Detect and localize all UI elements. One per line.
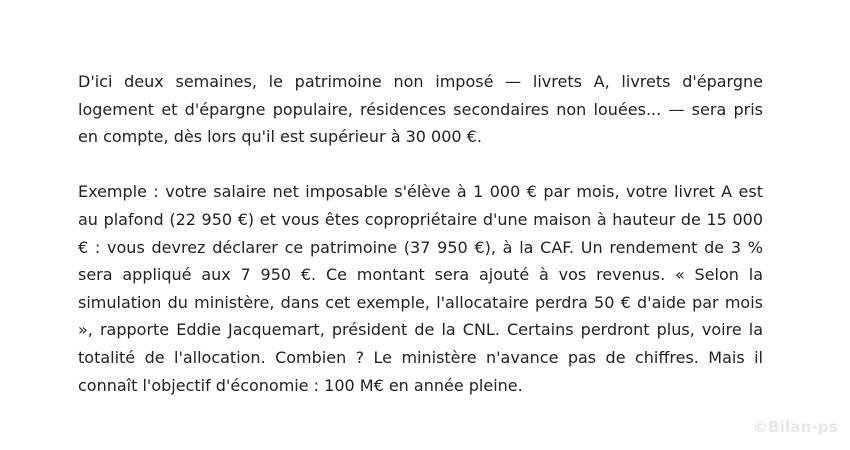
article-body: [78, 68, 763, 399]
watermark: ©Bilan-ps: [752, 418, 838, 436]
article-paragraph-1: D'ici deux semaines, le patrimoine non imposé — livrets A, livrets d'épargne logement et d'épargne populaire, résidences secondaires non louées... — sera pris en compte, dès lors qu'il est supérieur à 30 000 €.: [78, 72, 763, 147]
article-paragraph-2: Exemple : votre salaire net imposable s'élève à 1 000 € par mois, votre livret A est au plafond (22 950 €) et vous êtes copropriétaire d'une maison à hauteur de 15 000 € : vous devrez déclarer ce patrimoine (37 950 €), à la CAF. Un rendement de 3 % sera appliqué aux 7 950 €. Ce montant sera ajouté à vos revenus. « Selon la simulation du ministère, dans cet exemple, l'allocataire perdra 50 € d'aide par mois », rapporte Eddie Jacquemart, président de la CNL. Certains perdront plus, voire la totalité de l'allocation. Combien ? Le ministère n'avance pas de chiffres. Mais il connaît l'objectif d'économie : 100 M€ en année pleine.: [78, 182, 763, 395]
